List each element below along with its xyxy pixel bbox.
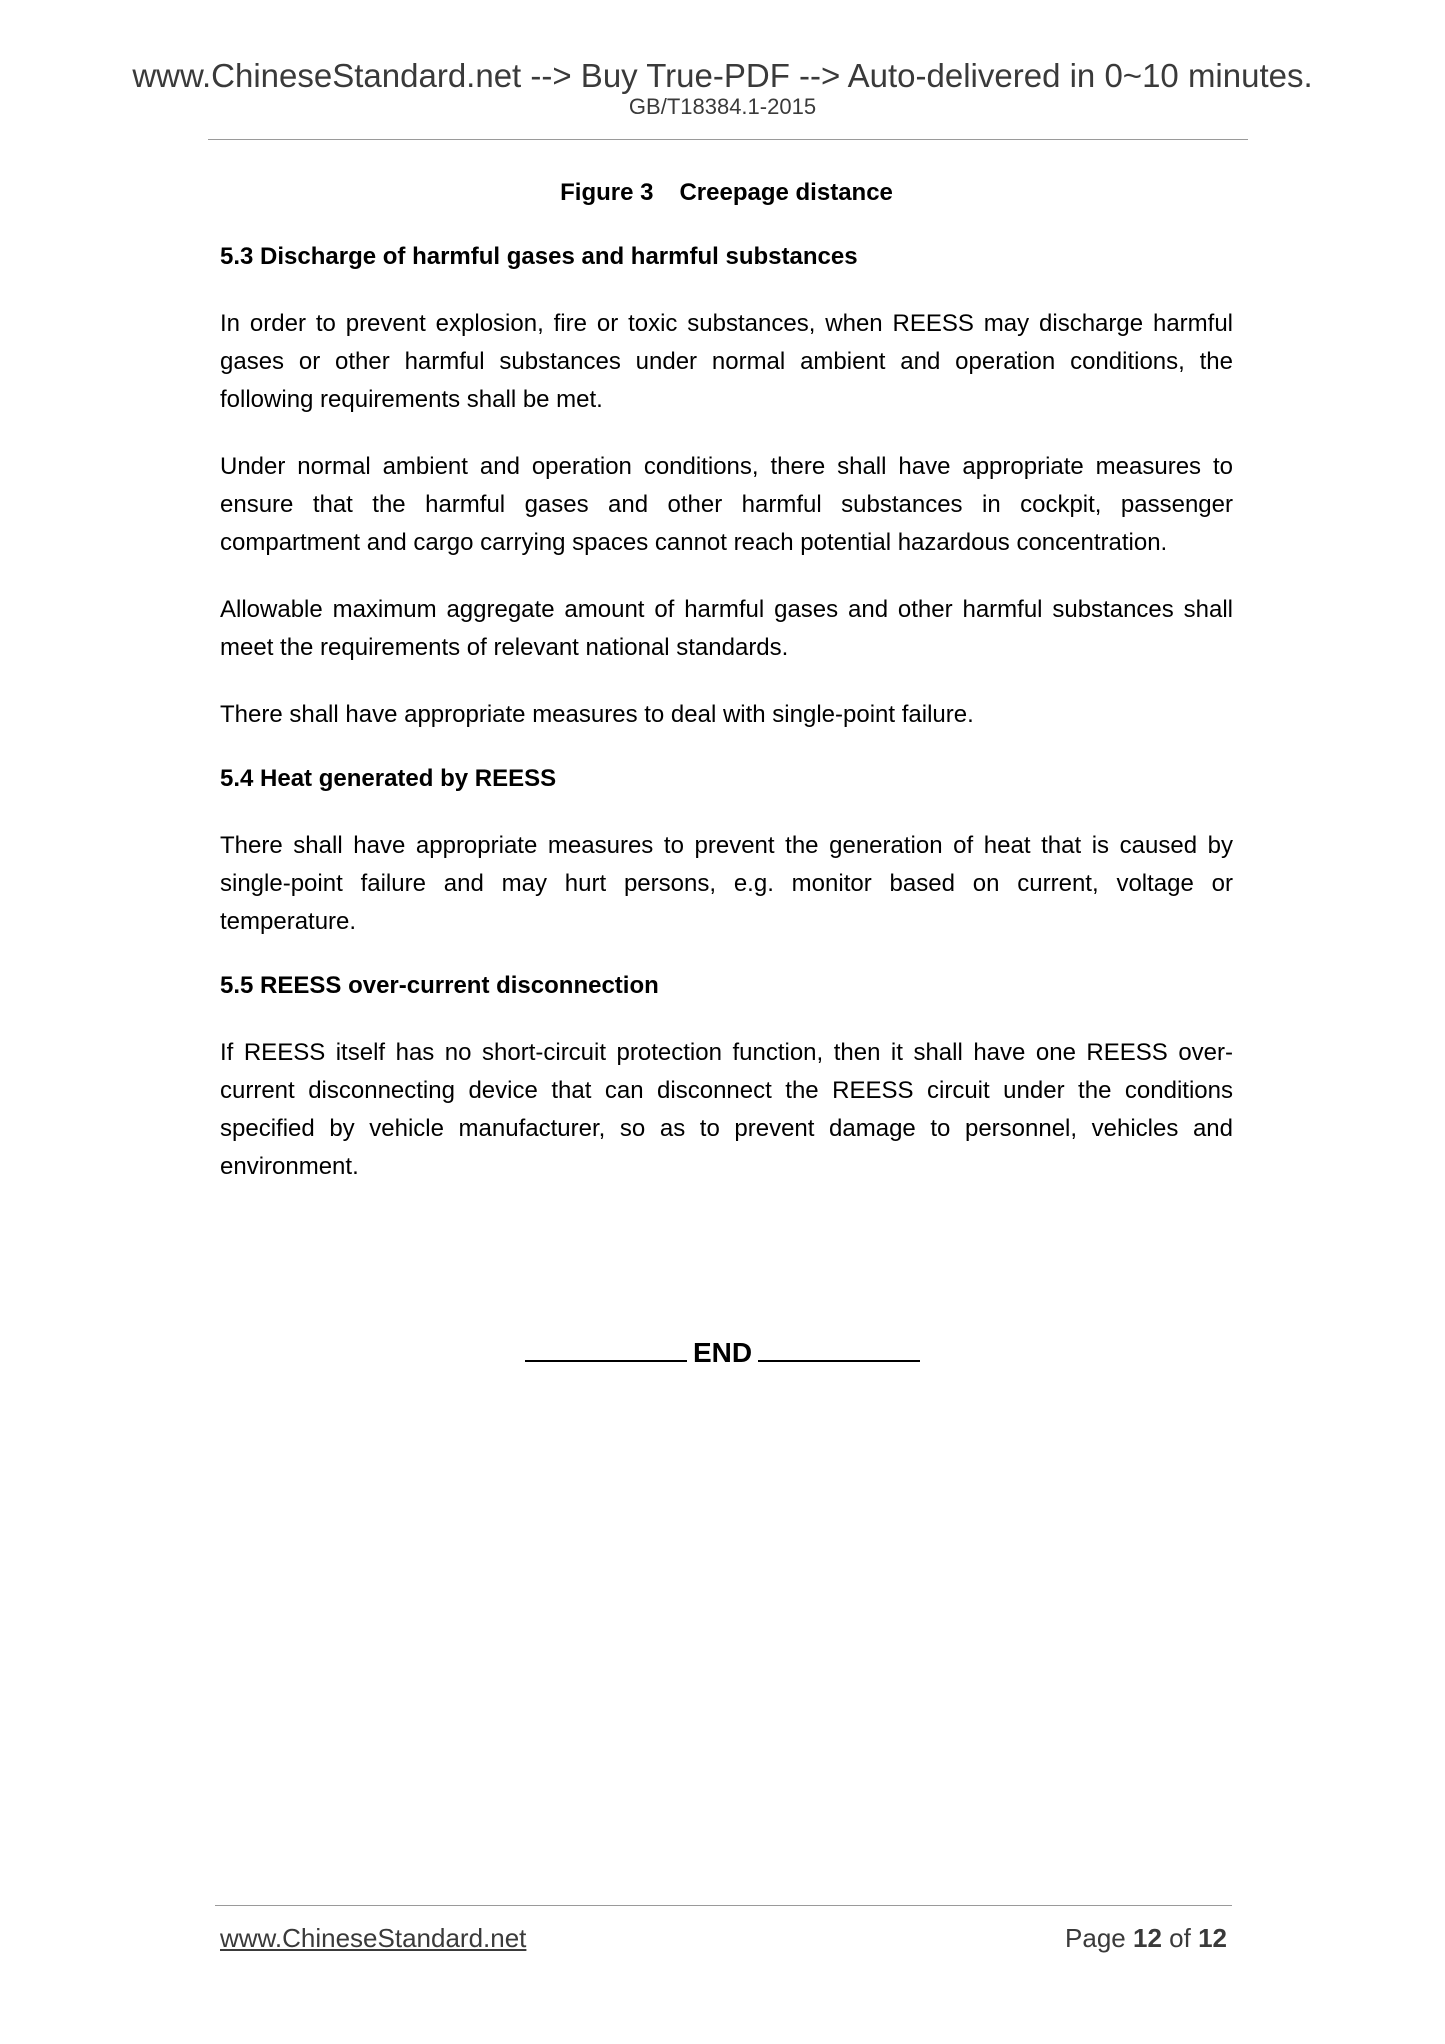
- page-indicator: [1065, 1922, 1227, 1954]
- section-5-3-paragraph-4: There shall have appropriate measures to deal with single-point failure.: [220, 701, 974, 728]
- page-current: 12: [1133, 1923, 1162, 1953]
- section-heading-5-3: 5.3 Discharge of harmful gases and harmful substances: [220, 243, 858, 270]
- figure-caption: [220, 174, 1233, 212]
- figure-number: Figure 3: [560, 179, 654, 206]
- section-heading-5-4: 5.4 Heat generated by REESS: [220, 765, 557, 792]
- page-of: of: [1169, 1923, 1191, 1953]
- header-divider: [208, 139, 1248, 140]
- section-5-3-paragraph-1: In order to prevent explosion, fire or toxic substances, when REESS may discharge harmful gases or other harmful substances under normal ambient and operation conditions, the following requirements shall be met.: [220, 310, 1233, 413]
- site-banner: www.ChineseStandard.net --> Buy True-PDF --> Auto-delivered in 0~10 minutes.: [132, 57, 1313, 94]
- footer-site-link[interactable]: www.ChineseStandard.net: [220, 1923, 527, 1953]
- page-total: 12: [1198, 1923, 1227, 1953]
- footer-divider: [215, 1905, 1232, 1906]
- section-5-3-paragraph-2: Under normal ambient and operation conditions, there shall have appropriate measures to ensure that the harmful gases and other harmful substances in cockpit, passenger compartment and cargo carrying spaces cannot reach potential hazardous concentration.: [220, 453, 1233, 556]
- end-rule-right: [758, 1350, 920, 1362]
- end-label: END: [692, 1337, 753, 1368]
- end-rule-left: [525, 1350, 687, 1362]
- section-heading-5-5: 5.5 REESS over-current disconnection: [220, 972, 659, 999]
- document-body: [220, 170, 1233, 1186]
- section-5-5-paragraph-1: If REESS itself has no short-circuit protection function, then it shall have one REESS over-current disconnecting device that can disconnect the REESS circuit under the conditions specified by vehicle manufacturer, so as to prevent damage to personnel, vehicles and environment.: [220, 1039, 1233, 1180]
- figure-title: Creepage distance: [679, 179, 893, 206]
- standard-code: GB/T18384.1-2015: [628, 94, 817, 119]
- section-5-4-paragraph-1: There shall have appropriate measures to prevent the generation of heat that is caused by single-point failure and may hurt persons, e.g. monitor based on current, voltage or temperature.: [220, 832, 1233, 935]
- section-5-3-paragraph-3: Allowable maximum aggregate amount of harmful gases and other harmful substances shall meet the requirements of relevant national standards.: [220, 596, 1233, 661]
- end-marker: [0, 1335, 1445, 1371]
- page-prefix: Page: [1065, 1923, 1126, 1953]
